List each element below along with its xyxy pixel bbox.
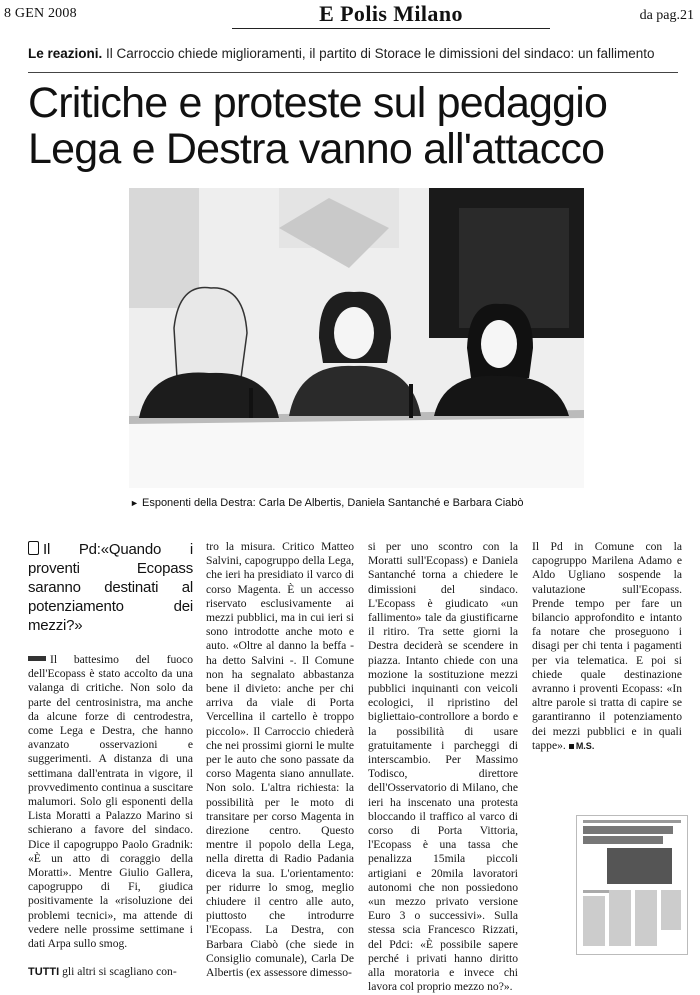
signature-square-icon — [569, 744, 574, 749]
paragraph-text: Il battesimo del fuoco dell'Ecopass è stato accolto da una valanga di critiche. Non solo da parte del centrosinistra, ma anche da alcune forze di centrodestra, come Lega e Destra, che hanno avanzato osservazioni e suggerimenti. A distanza di una settimana dall'entrata in vigore, il provvedimento continua a suscitare malumori. Solo gli esponenti della Lista Moratti a Palazzo Marino si schierano a favore del sindaco. Dice il capogruppo Paolo Gradnik: «È un atto di coraggio della Moratti». Mentre Giulio Gallera, capogruppo di Fi, giudica positivamente la «risoluzione dei problemi tecnici», ma attende di vedere nelle prossime settimane i dati Arpa sullo smog. — [28, 653, 193, 951]
kicker — [28, 46, 678, 73]
headline — [28, 80, 688, 172]
headline-line-1: Critiche e proteste sul pedaggio — [28, 79, 608, 127]
newspaper-title: E Polis Milano — [232, 1, 550, 29]
kicker-label: Le reazioni. — [28, 46, 103, 61]
pull-quote-label: Il Pd: — [43, 541, 101, 558]
pull-quote — [28, 540, 193, 635]
publication-date: 8 GEN 2008 — [4, 6, 77, 21]
article-column-1 — [28, 540, 193, 979]
pull-quote-text: «Quando i proventi Ecopass saranno destinati al potenziamento dei mezzi?» — [28, 541, 193, 634]
photo-illustration — [129, 188, 584, 488]
paragraph: tro la misura. Critico Matteo Salvini, capogruppo della Lega, che ieri ha presidiato il varco di corso Magenta. È un accesso riservato esclusivamente ai mezzi pubblici, ma in cui ieri si sono introdotte anche moto e auto. «Oltre al danno la beffa - ha detto Salvini -. Il Comune non ha segnalato abbastanza bene il divieto: anche per chi arriva da viale di Porta Vercellina il cartello è troppo piccolo». Il Carroccio chiederà che nei prossimi giorni le multe per le auto che sono passate da corso Magenta siano annullate. Non solo. L'altra richiesta: la possibilità per le moto di transitare per corso Magenta in direzione centro. Questo mentre il popolo della Lega, nella diretta di Radio Padania diceva la sua. L'orientamento: per ridurre lo smog, meglio chiudere il centro alle auto, piuttosto che introdurre l'Ecopass. La Destra, con Barbara Ciabò (che siede in Consiglio comunale), Carla De Albertis (ex assessore dimesso- — [206, 540, 354, 980]
news-photo — [129, 188, 584, 488]
masthead — [0, 0, 700, 42]
page-thumbnail-icon — [577, 816, 687, 954]
article-column-2 — [206, 540, 354, 980]
caption-arrow-icon: ► — [130, 498, 139, 508]
pull-quote-marker-icon — [28, 541, 39, 555]
paragraph — [532, 540, 682, 753]
page-reference: da pag.21 — [639, 8, 694, 23]
page-thumbnail — [576, 815, 688, 955]
kicker-text: Il Carroccio chiede miglioramenti, il partito di Storace le dimissioni del sindaco: un fallimento — [106, 46, 655, 61]
paragraph-text: gli altri si scagliano con- — [62, 965, 177, 979]
paragraph — [28, 965, 193, 979]
article-column-4 — [532, 540, 682, 753]
lead-bar-icon — [28, 656, 46, 661]
paragraph: si per uno scontro con la Moratti sull'Ecopass) e Daniela Santanché torna a chiedere le dimissioni del sindaco. L'Ecopass è giudicato «un fallimento» tale da giustificarne il ritiro. Tra sette giorni la Destra deciderà se scendere in piazza. Intanto chiede con una mozione la sostituzione mezzi pubblici inquinanti con veicoli ecologici, il ripristino del bigliettaio-controllore a bordo e la possibilità di usare gratuitamente i parcheggi di interscambio. Per Massimo Todisco, direttore dell'Osservatorio di Milano, che ieri ha inscenato una protesta bloccando il traffico al varco di corso di Porta Vittoria, l'Ecopass è una tassa che penalizza 15mila piccoli artigiani e 20mila lavoratori autonomi che non possiedono «un mezzo privato versione Euro 3 o successivi». Sulla stessa scia Francesco Rizzati, del Pdci: «È possibile sapere perché i privati hanno diritto alla moratoria e invece chi lavora col proprio mezzo no?». — [368, 540, 518, 994]
article-column-3 — [368, 540, 518, 995]
author-signature: M.S. — [575, 740, 595, 751]
paragraph-text: Il Pd in Comune con la capogruppo Marilena Adamo e Aldo Ugliano sospende la valutazione sull'Ecopass. Prende tempo per fare un bilancio approfondito e intanto fa notare che proseguono i disagi per chi tenta i pagamenti per via telematica. E poi si chiede quale destinazione avranno i proventi Ecopass: «In altre parole si tratta di capire se garantiranno il potenziamento dei mezzi pubblici e in quali tappe». — [532, 540, 682, 752]
photo-caption — [130, 497, 524, 509]
lead-word: TUTTI — [28, 966, 60, 979]
paragraph — [28, 653, 193, 951]
headline-line-2: Lega e Destra vanno all'attacco — [28, 125, 605, 173]
caption-text: Esponenti della Destra: Carla De Albertis, Daniela Santanché e Barbara Ciabò — [141, 497, 524, 509]
